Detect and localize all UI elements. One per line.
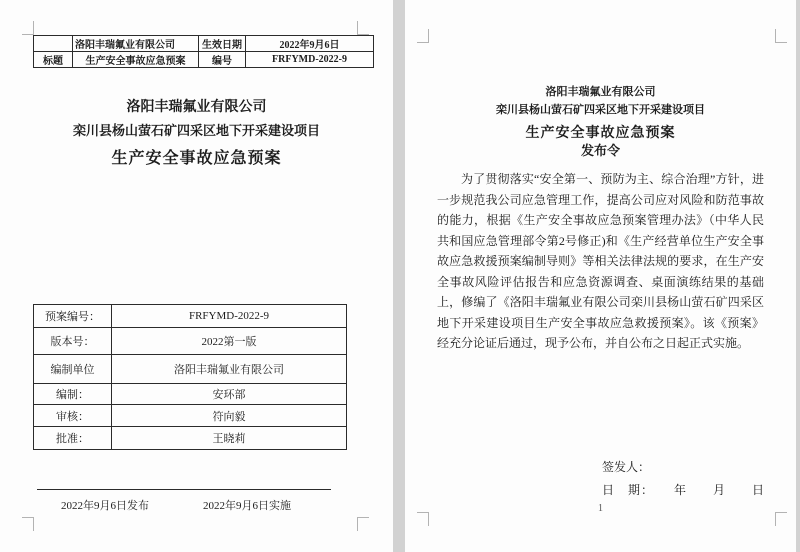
margin-mark-top-left — [417, 29, 429, 43]
header-cell-number-value: FRFYMD-2022-9 — [246, 52, 374, 68]
table-row — [34, 305, 347, 328]
page2-project-name: 栾川县杨山萤石矿四采区地下开采建设项目 — [496, 104, 705, 116]
margin-mark-top-right — [775, 29, 787, 43]
header-cell-number-label: 编号 — [199, 52, 246, 68]
compiling-unit-label: 编制单位 — [34, 355, 112, 384]
page-number: 1 — [598, 503, 603, 514]
date-blank-line: 日 期： 年 月 日 — [602, 483, 766, 497]
table-row — [34, 36, 374, 52]
margin-mark-bottom-left — [22, 517, 34, 531]
margin-mark-top-right — [357, 21, 369, 35]
compiled-by-label: 编制： — [34, 384, 112, 405]
table-row — [34, 52, 374, 68]
cover-project-name: 栾川县杨山萤石矿四采区地下开采建设项目 — [72, 123, 320, 138]
version-value: 2022第一版 — [112, 328, 347, 355]
compiled-by-value: 安环部 — [112, 384, 347, 405]
document-header-table — [33, 35, 374, 68]
document-page-2 — [405, 0, 796, 552]
plan-number-label: 预案编号： — [34, 305, 112, 328]
document-page-1 — [0, 0, 393, 552]
header-cell-effective-date-label: 生效日期 — [199, 36, 246, 52]
table-row — [34, 405, 347, 427]
release-order-title: 发布令 — [580, 143, 620, 158]
release-order-body: 为了贯彻落实“安全第一、预防为主、综合治理”方针，进一步规范我公司应急管理工作，提高公司应对风险和防范事故的能力，根据《生产安全事故应急预案管理办法》（中华人民共和国应急管理部令第2号修正)和《生产经营单位生产安全事故应急救援预案编制导则》等相关法律法规的要求，在生产安全事故风险评估报告和应急资源调查、桌面演练结果的基础上，修编了《洛阳丰瑞氟业有限公司栾川县杨山萤石矿四采区地下开采建设项目生产安全事故应急救援预案》。该《预案》经充分论证后通过，现予公布，并自公布之日起正式实施。 — [437, 172, 764, 350]
margin-mark-bottom-right — [357, 517, 369, 531]
page2-company-name: 洛阳丰瑞氟业有限公司 — [545, 86, 656, 98]
plan-number-value: FRFYMD-2022-9 — [112, 305, 347, 328]
margin-mark-top-left — [22, 21, 34, 35]
table-row — [34, 355, 347, 384]
approved-by-value: 王晓莉 — [112, 427, 347, 450]
approved-by-label: 批准： — [34, 427, 112, 450]
header-cell-title-value: 生产安全事故应急预案 — [73, 52, 199, 68]
footer-divider — [37, 489, 331, 490]
margin-mark-bottom-right — [775, 512, 787, 526]
table-row — [34, 328, 347, 355]
compiling-unit-value: 洛阳丰瑞氟业有限公司 — [112, 355, 347, 384]
table-row — [34, 427, 347, 450]
table-row — [34, 384, 347, 405]
cover-company-name: 洛阳丰瑞氟业有限公司 — [126, 100, 267, 115]
publish-date: 2022年9月6日发布 — [61, 500, 149, 512]
header-cell-blank — [34, 36, 73, 52]
plan-info-table — [33, 304, 347, 450]
header-cell-company: 洛阳丰瑞氟业有限公司 — [73, 36, 199, 52]
header-cell-title-label: 标题 — [34, 52, 73, 68]
header-cell-effective-date-value: 2022年9月6日 — [246, 36, 374, 52]
issuer-label: 签发人： — [602, 460, 651, 474]
page2-doc-title: 生产安全事故应急预案 — [525, 126, 676, 141]
reviewed-by-label: 审核： — [34, 405, 112, 427]
cover-doc-title: 生产安全事故应急预案 — [111, 150, 282, 167]
implement-date: 2022年9月6日实施 — [203, 500, 291, 512]
reviewed-by-value: 符向毅 — [112, 405, 347, 427]
version-label: 版本号： — [34, 328, 112, 355]
margin-mark-bottom-left — [417, 512, 429, 526]
